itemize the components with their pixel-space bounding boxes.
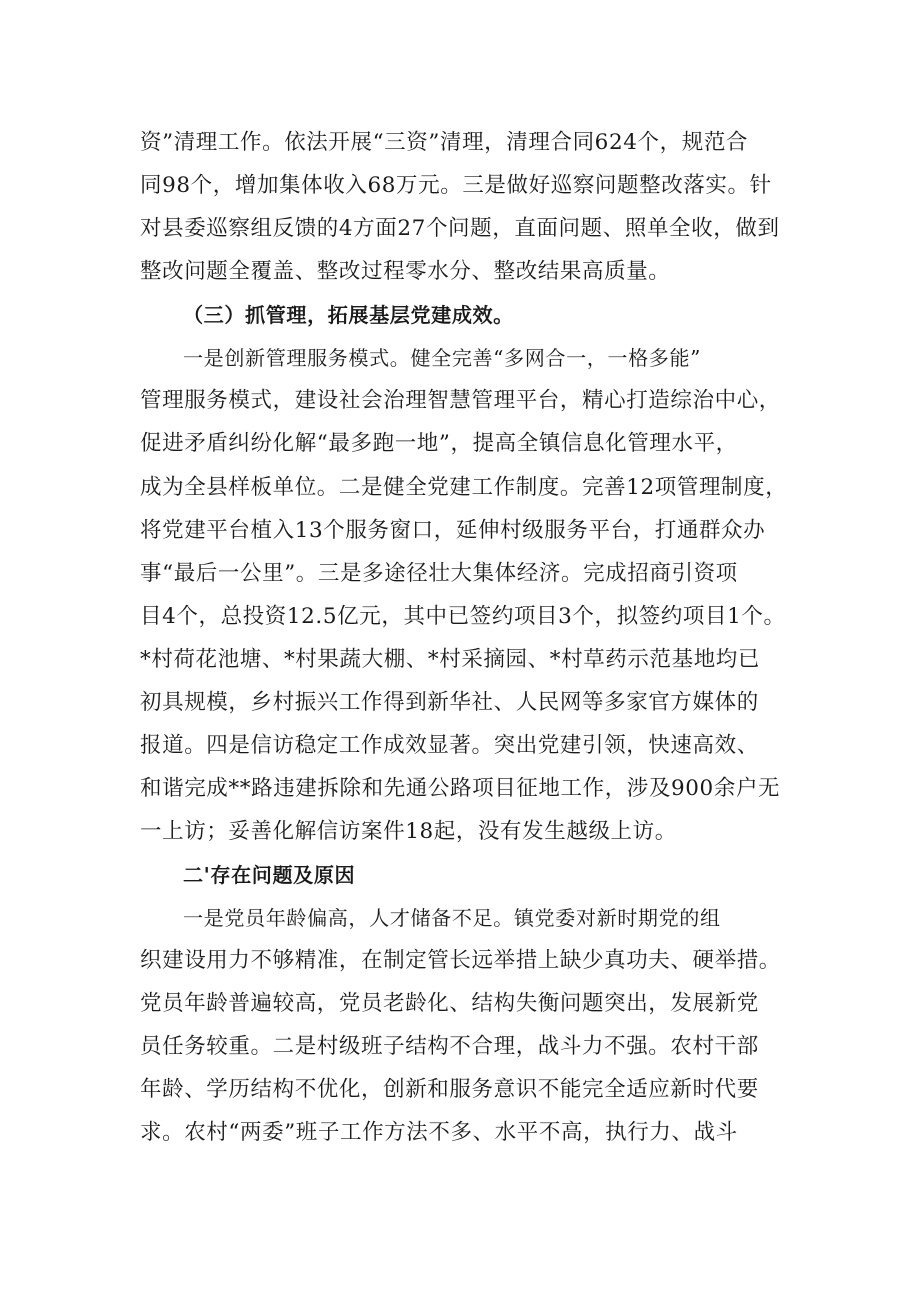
text-line: 党员年龄普遍较高，党员老龄化、结构失衡问题突出，发展新党 xyxy=(140,991,759,1016)
text-line: 求。农村“两委”班子工作方法不多、水平不高，执行力、战斗 xyxy=(140,1120,738,1145)
text-line: 员任务较重。二是村级班子结构不合理，战斗力不强。农村干部 xyxy=(140,1034,759,1059)
text-line: 一是创新管理服务模式。健全完善“多网合一，一格多能” xyxy=(183,346,702,370)
section-heading: （三）抓管理，拓展基层党建成效。 xyxy=(183,303,514,327)
text-line: 同98个，增加集体收入68万元。三是做好巡察问题整改落实。针 xyxy=(140,173,772,198)
text-line: 和谐完成**路违建拆除和先通公路项目征地工作，涉及900余户无 xyxy=(140,776,781,801)
text-line: 成为全县样板单位。二是健全党建工作制度。完善12项管理制度， xyxy=(140,475,788,500)
text-line: *村荷花池塘、*村果蔬大棚、*村采摘园、*村草药示范基地均已 xyxy=(140,647,761,672)
text-line: 对县委巡察组反馈的4方面27个问题，直面问题、照单全收，做到 xyxy=(140,216,780,241)
text-line: 年龄、学历结构不优化，创新和服务意识不能完全适应新时代要 xyxy=(140,1077,759,1102)
text-line: 资”清理工作。依法开展“三资”清理，清理合同624个，规范合 xyxy=(140,130,749,155)
text-line: 整改问题全覆盖、整改过程零水分、整改结果高质量。 xyxy=(140,259,671,284)
text-line: 一是党员年龄偏高，人才储备不足。镇党委对新时期党的组 xyxy=(183,906,721,930)
text-line: 初具规模，乡村振兴工作得到新华社、人民网等多家官方媒体的 xyxy=(140,690,759,715)
text-line: 织建设用力不够精准，在制定管长远举措上缺少真功夫、硬举措。 xyxy=(140,948,781,973)
text-line: 事“最后一公里”。三是多途径壮大集体经济。完成招商引资项 xyxy=(140,561,738,586)
text-line: 一上访；妥善化解信访案件18起，没有发生越级上访。 xyxy=(140,819,677,844)
text-line: 目4个，总投资12.5亿元，其中已签约项目3个，拟签约项目1个。 xyxy=(140,604,786,629)
text-line: 促进矛盾纠纷化解“最多跑一地”，提高全镇信息化管理水平， xyxy=(140,431,738,456)
section-heading: 二'存在问题及原因 xyxy=(183,863,356,887)
text-line: 管理服务模式，建设社会治理智慧管理平台，精心打造综治中心， xyxy=(140,388,781,413)
text-line: 将党建平台植入13个服务窗口，延伸村级服务平台，打通群众办 xyxy=(140,518,766,543)
text-line: 报道。四是信访稳定工作成效显著。突出党建引领，快速高效、 xyxy=(140,733,759,758)
